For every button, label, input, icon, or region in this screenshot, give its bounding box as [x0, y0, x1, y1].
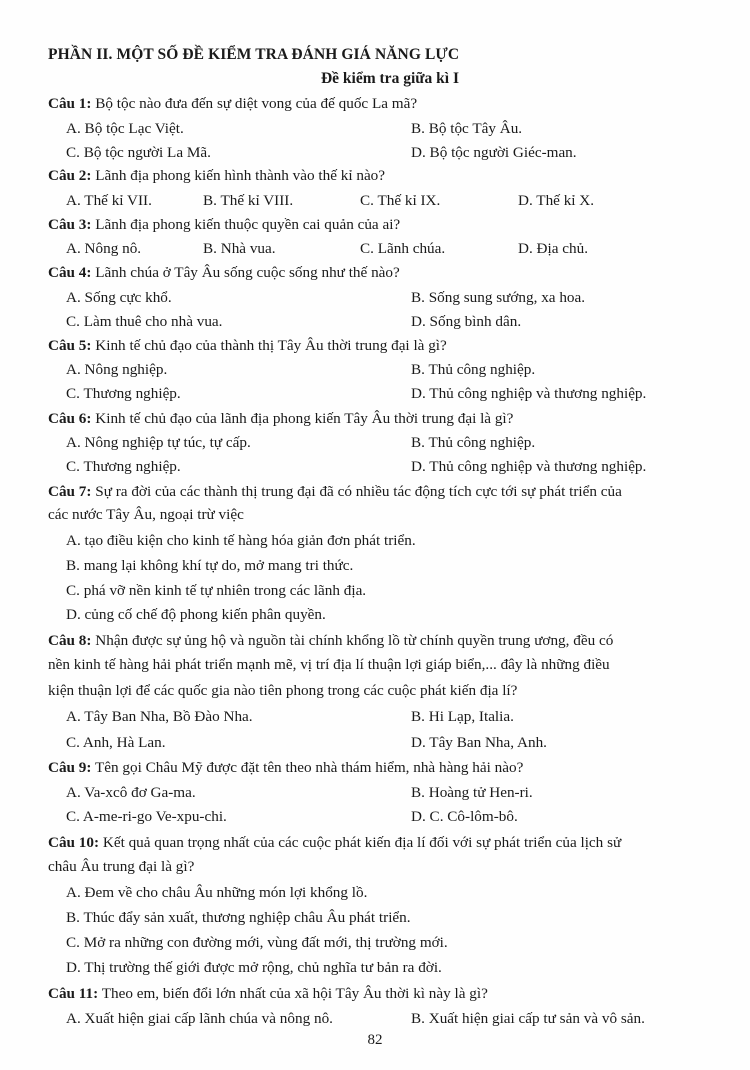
option-b: B. mang lại không khí tự do, mở mang tri thức. — [66, 557, 354, 574]
option-d: D. củng cố chế độ phong kiến phân quyền. — [66, 606, 326, 623]
option-b: B. Sống sung sướng, xa hoa. — [411, 289, 586, 306]
question-text: Kết quả quan trọng nhất của các cuộc phát kiến địa lí đối với sự phát triển của lịch sử — [99, 834, 622, 851]
question-text: Lãnh địa phong kiến thuộc quyền cai quản của ai? — [91, 216, 401, 233]
option-b: B. Xuất hiện giai cấp tư sản và vô sản. — [411, 1010, 645, 1027]
option-b: B. Hi Lạp, Italia. — [411, 708, 514, 725]
question-8 — [48, 630, 710, 652]
question-label: Câu 2: — [48, 167, 92, 184]
option-c: C. Thương nghiệp. — [66, 458, 181, 475]
option-d: D. C. Cô-lôm-bô. — [411, 808, 518, 825]
question-text: Sự ra đời của các thành thị trung đại đã có nhiều tác động tích cực tới sự phát triển của — [91, 483, 622, 500]
question-label: Câu 5: — [48, 337, 92, 354]
option-a: A. Xuất hiện giai cấp lãnh chúa và nông nô. — [66, 1010, 333, 1027]
option-c: C. Làm thuê cho nhà vua. — [66, 313, 223, 330]
question-label: Câu 9: — [48, 759, 92, 776]
option-d: D. Địa chủ. — [518, 240, 589, 257]
option-a: A. Thế kỉ VII. — [66, 192, 152, 209]
question-text: Kinh tế chủ đạo của lãnh địa phong kiến Tây Âu thời trung đại là gì? — [91, 410, 514, 427]
question-label: Câu 6: — [48, 410, 92, 427]
question-7 — [48, 481, 710, 503]
question-9 — [48, 757, 710, 779]
question-3 — [48, 214, 710, 236]
question-text: Lãnh chúa ở Tây Âu sống cuộc sống như thế nào? — [91, 264, 400, 281]
option-b: B. Bộ tộc Tây Âu. — [411, 120, 523, 137]
question-label: Câu 7: — [48, 483, 92, 500]
question-4 — [48, 262, 710, 284]
question-label: Câu 1: — [48, 95, 92, 112]
question-text: Kinh tế chủ đạo của thành thị Tây Âu thời trung đại là gì? — [91, 337, 447, 354]
option-c: C. phá vỡ nền kinh tế tự nhiên trong các lãnh địa. — [66, 582, 367, 599]
option-d: D. Tây Ban Nha, Anh. — [411, 734, 547, 751]
option-d: D. Thủ công nghiệp và thương nghiệp. — [411, 458, 647, 475]
option-c: C. Thương nghiệp. — [66, 385, 181, 402]
option-d: D. Thế kỉ X. — [518, 192, 595, 209]
question-11 — [48, 983, 710, 1005]
question-label: Câu 3: — [48, 216, 92, 233]
option-a: A. Đem về cho châu Âu những món lợi khổng lồ. — [66, 884, 368, 901]
section-title: PHẦN II. MỘT SỐ ĐỀ KIỂM TRA ĐÁNH GIÁ NĂNG LỰC — [48, 46, 460, 63]
option-b: B. Hoàng tử Hen-ri. — [411, 784, 533, 801]
question-5 — [48, 335, 710, 357]
exam-subtitle: Đề kiểm tra giữa kì I — [320, 70, 460, 87]
option-a: A. Va-xcô đơ Ga-ma. — [66, 784, 196, 801]
page-number: 82 — [367, 1032, 383, 1048]
question-label: Câu 4: — [48, 264, 92, 281]
option-c: C. Mở ra những con đường mới, vùng đất mới, thị trường mới. — [66, 934, 448, 951]
option-c: C. Anh, Hà Lan. — [66, 734, 166, 751]
option-b: B. Thủ công nghiệp. — [411, 361, 536, 378]
option-c: C. Thế kỉ IX. — [360, 192, 441, 209]
question-text: Bộ tộc nào đưa đến sự diệt vong của đế quốc La mã? — [91, 95, 418, 112]
option-b: B. Nhà vua. — [203, 240, 276, 257]
option-c: C. Lãnh chúa. — [360, 240, 446, 257]
option-d: D. Thị trường thế giới được mở rộng, chủ nghĩa tư bản ra đời. — [66, 959, 442, 976]
option-c: C. Bộ tộc người La Mã. — [66, 144, 211, 161]
question-6 — [48, 408, 710, 430]
question-text-line-2: các nước Tây Âu, ngoại trừ việc — [48, 506, 244, 523]
question-text: Tên gọi Châu Mỹ được đặt tên theo nhà thám hiểm, nhà hàng hải nào? — [91, 759, 524, 776]
option-d: D. Thủ công nghiệp và thương nghiệp. — [411, 385, 647, 402]
question-text-line-2: nền kinh tế hàng hải phát triển mạnh mẽ, vị trí địa lí thuận lợi giáp biển,... đây là những điều — [48, 656, 610, 673]
option-a: A. Tây Ban Nha, Bồ Đào Nha. — [66, 708, 253, 725]
option-b: B. Thủ công nghiệp. — [411, 434, 536, 451]
question-text-line-3: kiện thuận lợi để các quốc gia nào tiên phong trong các cuộc phát kiến địa lí? — [48, 682, 518, 699]
question-label: Câu 8: — [48, 632, 92, 649]
question-label: Câu 10: — [48, 834, 100, 851]
option-c: C. A-me-ri-go Ve-xpu-chi. — [66, 808, 227, 825]
question-text-line-2: châu Âu trung đại là gì? — [48, 858, 195, 875]
question-1 — [48, 93, 710, 115]
question-10 — [48, 832, 710, 854]
option-b: B. Thúc đẩy sản xuất, thương nghiệp châu Âu phát triển. — [66, 909, 411, 926]
option-a: A. Nông nô. — [66, 240, 142, 257]
option-a: A. Nông nghiệp tự túc, tự cấp. — [66, 434, 251, 451]
question-label: Câu 11: — [48, 985, 99, 1002]
option-a: A. tạo điều kiện cho kinh tế hàng hóa giản đơn phát triển. — [66, 532, 416, 549]
option-d: D. Bộ tộc người Giéc-man. — [411, 144, 577, 161]
question-text: Lãnh địa phong kiến hình thành vào thế kỉ nào? — [91, 167, 386, 184]
option-a: A. Sống cực khổ. — [66, 289, 172, 306]
option-a: A. Nông nghiệp. — [66, 361, 168, 378]
question-text: Theo em, biến đổi lớn nhất của xã hội Tây Âu thời kì này là gì? — [98, 985, 488, 1002]
option-d: D. Sống bình dân. — [411, 313, 522, 330]
question-2 — [48, 165, 710, 187]
question-text: Nhận được sự ủng hộ và nguồn tài chính khổng lồ từ chính quyền trung ương, đều có — [91, 632, 614, 649]
option-b: B. Thế kỉ VIII. — [203, 192, 294, 209]
option-a: A. Bộ tộc Lạc Việt. — [66, 120, 184, 137]
